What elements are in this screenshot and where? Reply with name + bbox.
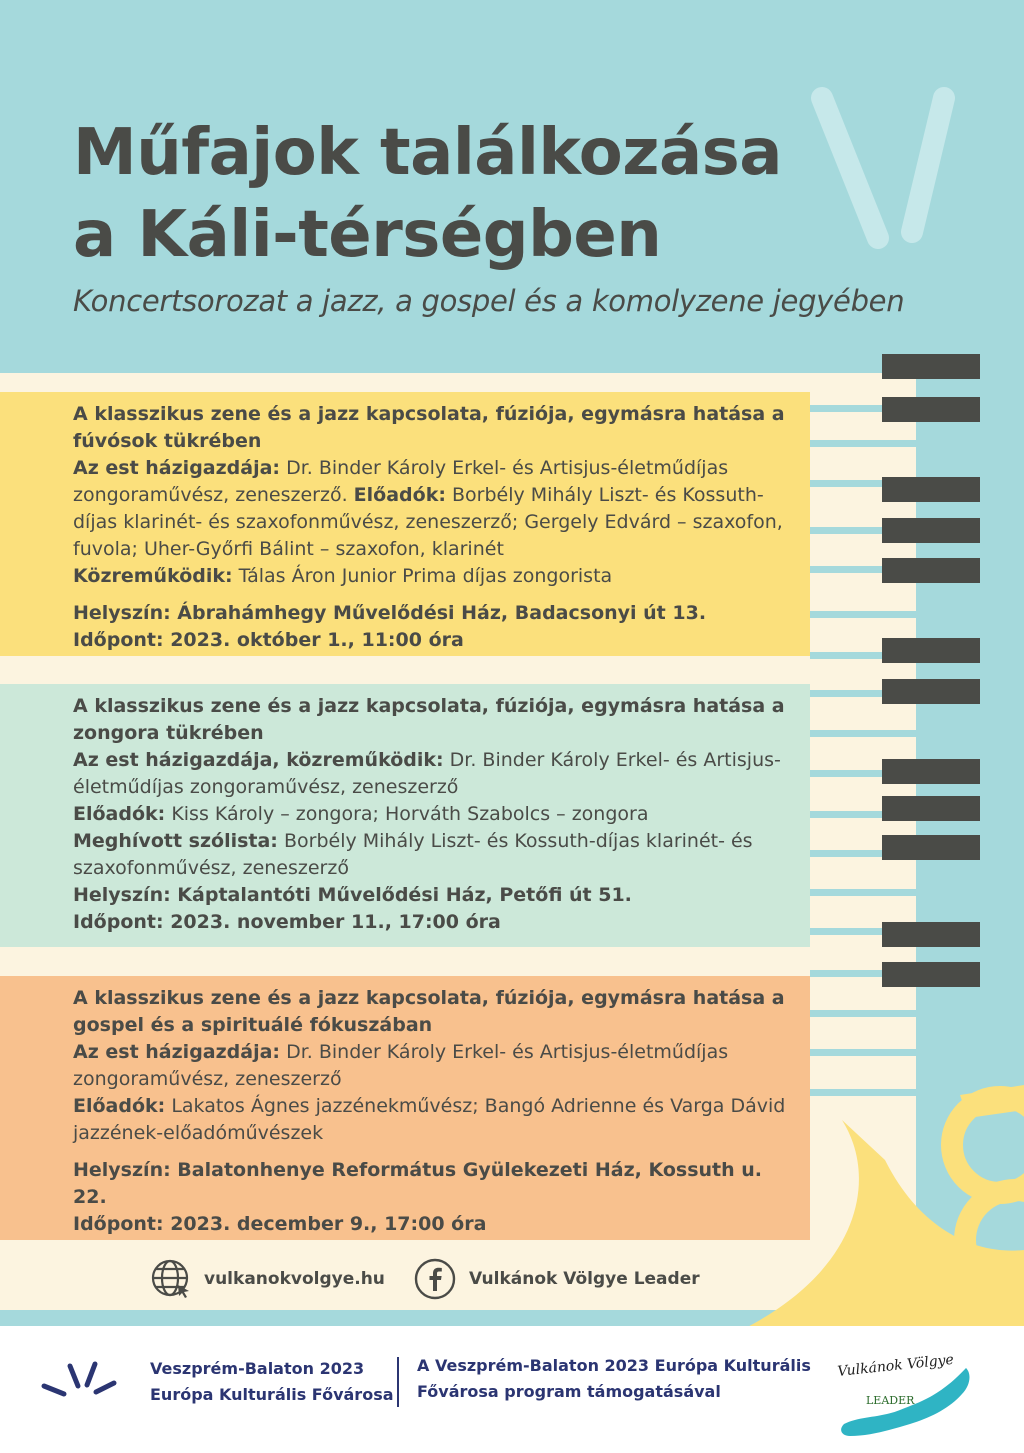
- ecoc-title: Veszprém-Balaton 2023 Európa Kulturális Fővárosa: [150, 1359, 394, 1404]
- event-heading: A klasszikus zene és a jazz kapcsolata, fúziója, egymásra hatása a gospel és a spirituálé fókuszában: [73, 987, 785, 1036]
- event-location: Helyszín: Káptalantóti Művelődési Ház, Petőfi út 51.: [73, 884, 632, 906]
- facebook-link[interactable]: [413, 1258, 700, 1300]
- event-host: Az est házigazdája, közreműködik: Dr. Binder Károly Erkel- és Artisjus-életműdíjas zongoraművész, zeneszerző: [73, 749, 781, 798]
- globe-icon: [150, 1258, 192, 1300]
- support-text: A Veszprém-Balaton 2023 Európa Kulturális Fővárosa program támogatásával: [417, 1356, 811, 1401]
- event-contributor: Közreműködik: Tálas Áron Junior Prima díjas zongorista: [73, 565, 613, 587]
- page-subtitle: Koncertsorozat a jazz, a gospel és a komolyzene jegyében: [73, 284, 905, 318]
- footer-divider: [397, 1357, 399, 1407]
- logo-text-bottom: LEADER: [866, 1394, 915, 1407]
- event-soloist: Meghívott szólista: Borbély Mihály Liszt- és Kossuth-díjas klarinét- és szaxofonművész, zeneszerző: [73, 830, 753, 879]
- event-performers: Előadók: Lakatos Ágnes jazzénekművész; Bangó Adrienne és Varga Dávid jazzének-előadóművészek: [73, 1095, 786, 1144]
- event-host: Az est házigazdája: Dr. Binder Károly Erkel- és Artisjus-életműdíjas zongoraművész, zeneszerző. Előadók: Borbély Mihály Liszt- és Kossuth-díjas klarinét- és szaxofonművész, zeneszerző; Gergely Edvárd – szaxofon, fuvola; Uher-Győrfi Bálint – szaxofon, klarinét: [73, 457, 783, 560]
- vulkanok-volgye-leader-logo: [830, 1346, 980, 1442]
- event-heading: A klasszikus zene és a jazz kapcsolata, fúziója, egymásra hatása a zongora tükrében: [73, 695, 785, 744]
- title-line-1: Műfajok találkozása: [73, 116, 782, 190]
- facebook-text: Vulkánok Völgye Leader: [469, 1269, 700, 1289]
- event-time: Időpont: 2023. november 11., 17:00 óra: [73, 911, 501, 933]
- facebook-icon: [413, 1257, 457, 1301]
- event-time: Időpont: 2023. október 1., 11:00 óra: [73, 629, 464, 651]
- title-line-2: a Káli-térségben: [73, 198, 662, 272]
- event-host: Az est házigazdája: Dr. Binder Károly Erkel- és Artisjus-életműdíjas zongoraművész, zeneszerző: [73, 1041, 729, 1090]
- event-performers: Előadók: Kiss Károly – zongora; Horváth Szabolcs – zongora: [73, 803, 649, 825]
- website-link[interactable]: [150, 1258, 385, 1300]
- website-text: vulkanokvolgye.hu: [204, 1269, 385, 1289]
- event-location: Helyszín: Balatonhenye Református Gyülekezeti Ház, Kossuth u. 22.: [73, 1159, 763, 1208]
- event-heading: A klasszikus zene és a jazz kapcsolata, fúziója, egymásra hatása a fúvósok tükrében: [73, 403, 785, 452]
- event-time: Időpont: 2023. december 9., 17:00 óra: [73, 1213, 487, 1235]
- logo-text-top: Vulkánok Völgye: [836, 1351, 955, 1380]
- event-location: Helyszín: Ábrahámhegy Művelődési Ház, Badacsonyi út 13.: [73, 602, 707, 624]
- ecoc-logo-icon: [40, 1358, 120, 1402]
- horn-bell: [720, 1120, 1024, 1340]
